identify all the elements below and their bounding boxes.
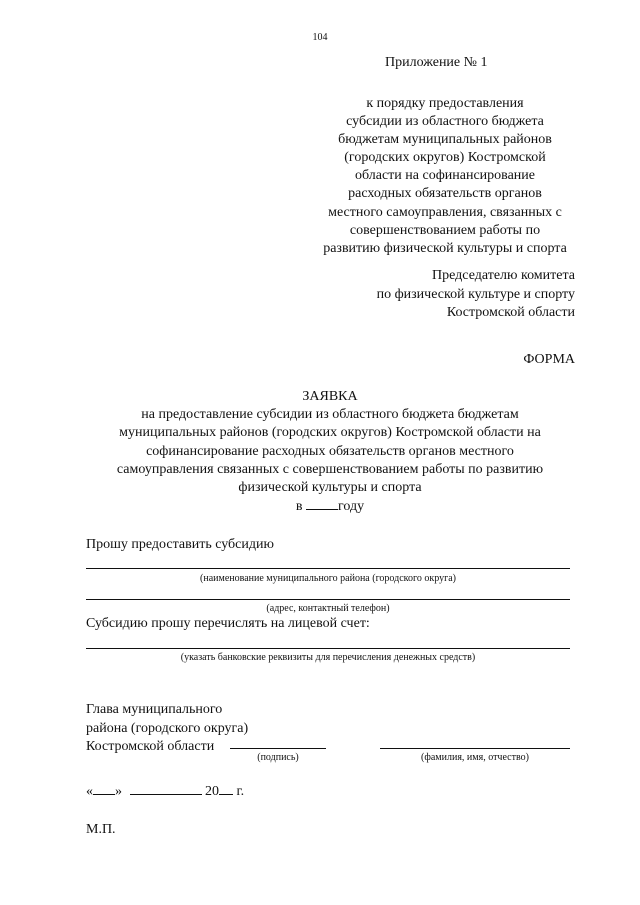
fio-field-line[interactable] <box>380 748 570 749</box>
signature-caption: (подпись) <box>257 752 299 763</box>
date-open-quote: « <box>86 784 93 799</box>
appendix-heading: Приложение № 1 <box>385 55 488 70</box>
addressee-line: Председателю комитета <box>432 268 575 283</box>
stamp-place: М.П. <box>86 822 116 837</box>
order-line: развитию физической культуры и спорта <box>323 240 567 256</box>
order-line: бюджетам муниципальных районов <box>338 132 552 148</box>
addressee-block <box>377 267 575 323</box>
date-line <box>86 782 244 800</box>
subtitle-line: физической культуры и спорта <box>238 480 422 496</box>
year-blank-field[interactable] <box>306 497 338 510</box>
year-prefix: в <box>295 499 303 515</box>
addressee-line: по физической культуре и спорту <box>376 286 575 302</box>
addressee-line: Костромской области <box>446 305 575 320</box>
bank-details-field-line[interactable] <box>86 648 570 649</box>
address-field-caption: (адрес, контактный телефон) <box>266 603 390 614</box>
municipality-field-caption: (наименование муниципального района (городского округа) <box>200 573 456 584</box>
year-digits-blank-field[interactable] <box>219 782 233 795</box>
order-line: местного самоуправления, связанных с <box>328 204 562 220</box>
subtitle-line: на предоставление субсидии из областного бюджета бюджетам <box>141 407 519 423</box>
bank-details-field-caption: (указать банковские реквизиты для перечисления денежных средств) <box>180 652 476 663</box>
application-title: ЗАЯВКА <box>302 389 358 404</box>
request-text: Прошу предоставить субсидию <box>86 537 274 552</box>
date-year-suffix: г. <box>236 784 245 799</box>
day-blank-field[interactable] <box>93 782 115 795</box>
date-close-quote: » <box>115 784 122 799</box>
form-label: ФОРМА <box>523 352 575 367</box>
municipality-field-line[interactable] <box>86 568 570 569</box>
signature-field-line[interactable] <box>230 748 326 749</box>
month-blank-field[interactable] <box>130 782 202 795</box>
order-line: субсидии из областного бюджета <box>346 114 544 130</box>
transfer-text: Субсидию прошу перечислять на лицевой счет: <box>86 616 370 631</box>
year-line <box>0 497 640 516</box>
order-reference <box>300 95 590 258</box>
fio-caption: (фамилия, имя, отчество) <box>421 752 529 763</box>
order-line: совершенствованием работы по <box>349 222 541 238</box>
order-line: расходных обязательств органов <box>348 186 542 202</box>
order-line: (городских округов) Костромской <box>344 150 546 166</box>
order-line: к порядку предоставления <box>366 96 524 111</box>
subtitle-line: софинансирование расходных обязательств органов местного <box>146 443 514 459</box>
application-title-block <box>0 388 640 516</box>
subtitle-line: муниципальных районов (городских округов) Костромской области на <box>119 425 541 441</box>
head-line: Костромской области <box>86 739 215 754</box>
subtitle-line: самоуправления связанных с совершенствованием работы по развитию <box>116 461 544 477</box>
head-line: района (городского округа) <box>86 720 249 736</box>
year-suffix: году <box>338 499 365 515</box>
page-number: 104 <box>312 32 328 43</box>
order-line: области на софинансирование <box>354 168 536 184</box>
head-line: Глава муниципального <box>86 702 223 717</box>
head-of-municipality-block <box>86 701 248 757</box>
address-field-line[interactable] <box>86 599 570 600</box>
date-year-prefix: 20 <box>205 784 219 799</box>
